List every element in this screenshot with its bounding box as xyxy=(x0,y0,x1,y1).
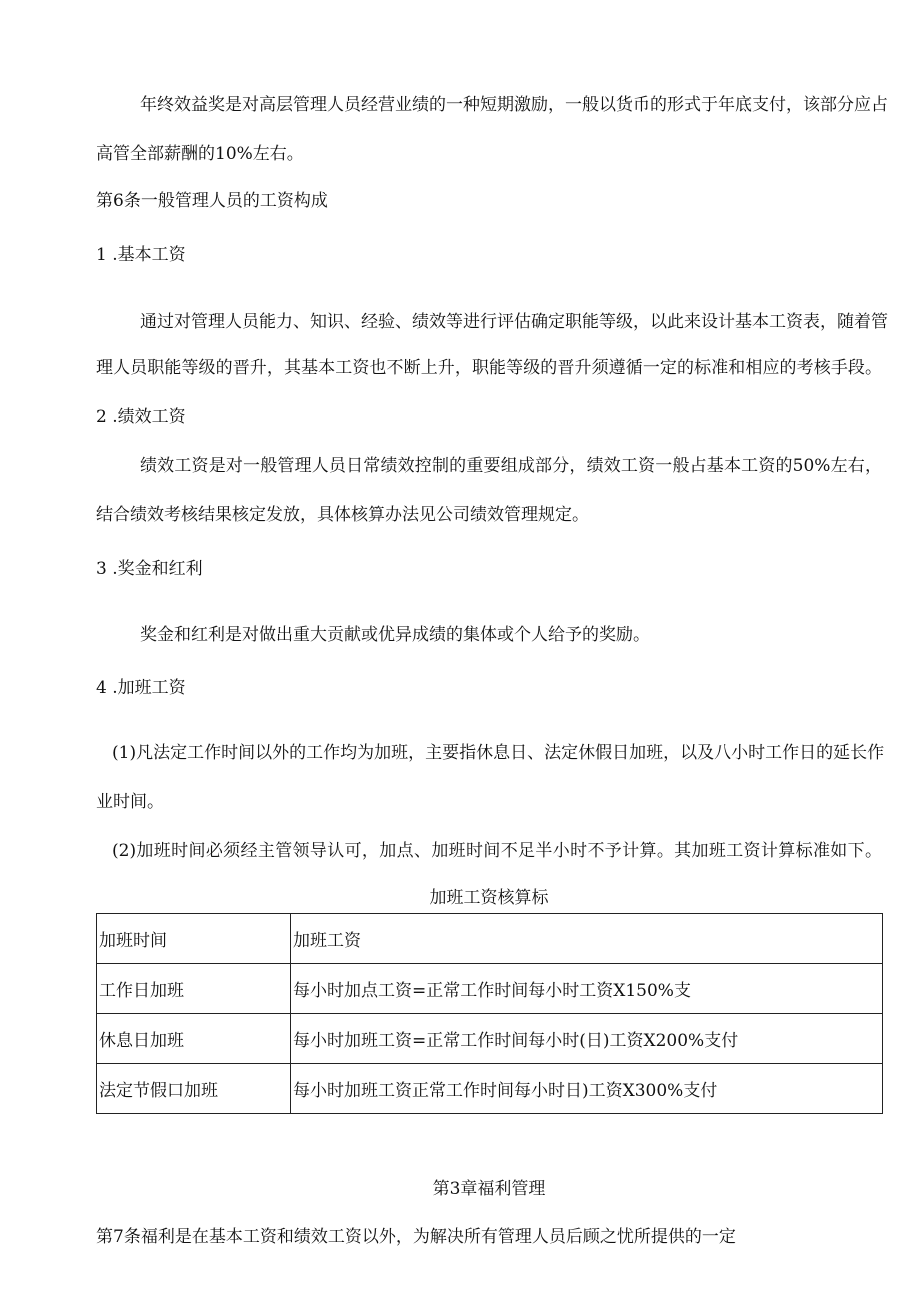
section-bonus-heading: 3 .奖金和红利 xyxy=(96,559,203,579)
table-cell: 休息日加班 xyxy=(97,1014,291,1064)
table-cell: 工作日加班 xyxy=(97,964,291,1014)
paragraph-performance-salary-line-1: 绩效工资是对一般管理人员日常绩效控制的重要组成部分，绩效工资一般占基本工资的50%左右， xyxy=(140,456,882,476)
table-row xyxy=(97,964,883,1014)
section-overtime-heading: 4 .加班工资 xyxy=(96,678,186,698)
table-row xyxy=(97,1064,883,1114)
paragraph-bonus: 奖金和红利是对做出重大贡献或优异成绩的集体或个人给予的奖励。 xyxy=(140,625,650,645)
paragraph-basic-salary-line-1: 通过对管理人员能力、知识、经验、绩效等进行评估确定职能等级，以此来设计基本工资表，随着管 xyxy=(140,312,888,332)
table-cell: 每小时加班工资正常工作时间每小时日)工资X300%支付 xyxy=(291,1064,883,1114)
paragraph-year-end-bonus-line-1: 年终效益奖是对高层管理人员经营业绩的一种短期激励，一般以货币的形式于年底支付，该部分应占 xyxy=(140,95,888,115)
paragraph-overtime-rule-2: (2)加班时间必须经主管领导认可，加点、加班时间不足半小时不予计算。其加班工资计算标准如下。 xyxy=(112,841,882,861)
table-caption: 加班工资核算标 xyxy=(429,888,549,908)
table-row xyxy=(97,1014,883,1064)
header-cell-overtime-period: 加班时间 xyxy=(97,914,291,964)
overtime-pay-table xyxy=(96,913,883,1114)
table-cell: 每小时加点工资=正常工作时间每小时工资X150%支 xyxy=(291,964,883,1014)
article-6-heading: 第6条一般管理人员的工资构成 xyxy=(96,191,328,211)
table-cell: 法定节假口加班 xyxy=(97,1064,291,1114)
paragraph-year-end-bonus-line-2: 高管全部薪酬的10%左右。 xyxy=(96,144,304,164)
paragraph-overtime-rule-1-line-1: (1)凡法定工作时间以外的工作均为加班，主要指休息日、法定休假日加班，以及八小时工作日的延长作 xyxy=(112,743,885,763)
header-cell-overtime-pay: 加班工资 xyxy=(291,914,883,964)
paragraph-performance-salary-line-2: 结合绩效考核结果核定发放，具体核算办法见公司绩效管理规定。 xyxy=(96,505,589,525)
section-performance-salary-heading: 2 .绩效工资 xyxy=(96,407,186,427)
chapter-3-heading: 第3章福利管理 xyxy=(432,1179,546,1199)
article-7-paragraph: 第7条福利是在基本工资和绩效工资以外，为解决所有管理人员后顾之忧所提供的一定 xyxy=(96,1227,736,1247)
section-basic-salary-heading: 1 .基本工资 xyxy=(96,245,186,265)
table-cell: 每小时加班工资=正常工作时间每小时(日)工资X200%支付 xyxy=(291,1014,883,1064)
paragraph-overtime-rule-1-line-2: 业时间。 xyxy=(96,792,164,812)
paragraph-basic-salary-line-2: 理人员职能等级的晋升，其基本工资也不断上升，职能等级的晋升须遵循一定的标准和相应的考核手段。 xyxy=(96,358,882,378)
table-header-row xyxy=(97,914,883,964)
